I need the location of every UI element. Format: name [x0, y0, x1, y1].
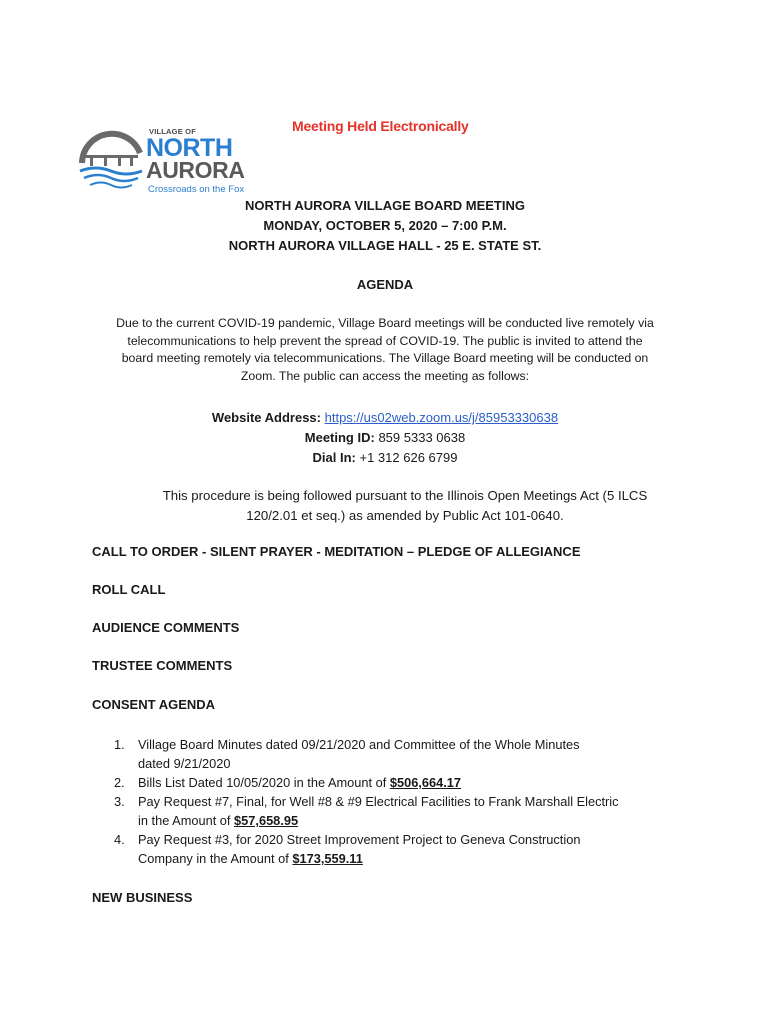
- dial-in-row: [0, 448, 770, 468]
- intro-line-1: Due to the current COVID-19 pandemic, Village Board meetings will be conducted live remotely via: [116, 316, 654, 330]
- logo-north: NORTH: [146, 134, 233, 162]
- item-text: Company in the Amount of: [138, 851, 293, 866]
- item-number: 4.: [114, 832, 125, 847]
- header-line-3: NORTH AURORA VILLAGE HALL - 25 E. STATE ST.: [228, 238, 542, 253]
- agenda-title: AGENDA: [356, 277, 414, 292]
- website-label: Website Address:: [211, 410, 321, 425]
- website-row: [0, 408, 770, 428]
- access-info: [0, 408, 770, 468]
- section-call-to-order: CALL TO ORDER - SILENT PRAYER - MEDITATION – PLEDGE OF ALLEGIANCE: [92, 544, 581, 559]
- item-text: Bills List Dated 10/05/2020 in the Amount of: [138, 775, 390, 790]
- consent-agenda-list: [92, 735, 692, 868]
- item-text-line-1: [138, 773, 692, 792]
- item-text-line-2: [138, 849, 692, 868]
- logo-aurora: AURORA: [146, 157, 245, 183]
- header-line-1: NORTH AURORA VILLAGE BOARD MEETING: [245, 198, 525, 213]
- procedure-line-2: 120/2.01 et seq.) as amended by Public Act 101-0640.: [246, 508, 564, 523]
- item-number: 1.: [114, 737, 125, 752]
- list-item: [92, 773, 692, 792]
- item-number: 2.: [114, 775, 125, 790]
- section-trustee-comments: TRUSTEE COMMENTS: [92, 658, 233, 673]
- item-text-line-2: dated 9/21/2020: [138, 756, 231, 771]
- header-line-2: MONDAY, OCTOBER 5, 2020 – 7:00 P.M.: [263, 218, 507, 233]
- procedure-line-1: This procedure is being followed pursuant to the Illinois Open Meetings Act (5 ILCS: [162, 488, 648, 503]
- item-text-line-1: Pay Request #3, for 2020 Street Improvement Project to Geneva Construction: [138, 832, 581, 847]
- village-emblem-icon: [76, 125, 146, 197]
- list-item: [92, 830, 692, 868]
- intro-line-4: Zoom. The public can access the meeting as follows:: [240, 368, 530, 383]
- zoom-link[interactable]: https://us02web.zoom.us/j/85953330638: [324, 410, 559, 425]
- meeting-notice: Meeting Held Electronically: [292, 118, 469, 134]
- section-consent-agenda: CONSENT AGENDA: [92, 697, 216, 712]
- section-audience-comments: AUDIENCE COMMENTS: [92, 620, 240, 635]
- intro-paragraph: [0, 315, 770, 385]
- logo-village-of: VILLAGE OF: [149, 127, 196, 136]
- section-roll-call: ROLL CALL: [92, 582, 166, 597]
- section-new-business: NEW BUSINESS: [92, 890, 193, 905]
- procedure-statement: [20, 486, 770, 526]
- logo-tagline: Crossroads on the Fox: [148, 184, 245, 195]
- list-item: [92, 792, 692, 830]
- intro-line-2: telecommunications to help prevent the spread of COVID-19. The public is invited to attend the: [127, 333, 643, 348]
- meeting-id-row: [0, 428, 770, 448]
- item-text-line-1: Village Board Minutes dated 09/21/2020 and Committee of the Whole Minutes: [138, 737, 580, 752]
- meeting-id-label: Meeting ID:: [304, 430, 375, 445]
- intro-line-3: board meeting remotely via telecommunications. The Village Board meeting will be conducted on: [121, 351, 649, 365]
- item-text: in the Amount of: [138, 813, 235, 828]
- dial-in-label: Dial In:: [312, 450, 356, 465]
- dial-in-value: +1 312 626 6799: [359, 450, 458, 465]
- item-text-line-2: [138, 811, 692, 830]
- village-logo: [76, 125, 266, 197]
- item-text-line-1: Pay Request #7, Final, for Well #8 & #9 Electrical Facilities to Frank Marshall Electric: [138, 794, 619, 809]
- item-amount: $57,658.95: [234, 813, 299, 828]
- meeting-header: [0, 196, 770, 256]
- item-amount: $173,559.11: [292, 851, 363, 866]
- list-item: [92, 735, 692, 773]
- item-number: 3.: [114, 794, 125, 809]
- item-amount: $506,664.17: [389, 775, 462, 790]
- meeting-id-value: 859 5333 0638: [378, 430, 466, 445]
